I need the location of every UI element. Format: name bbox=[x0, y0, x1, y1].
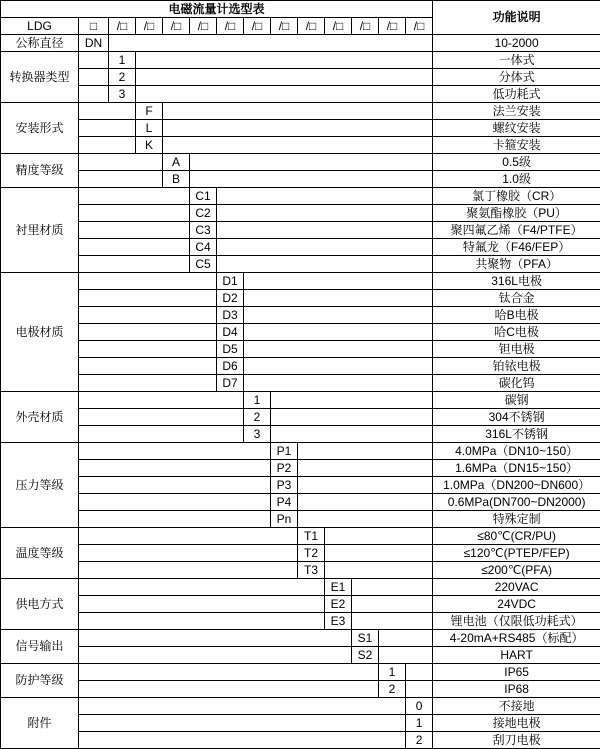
spacer-cell bbox=[217, 222, 433, 239]
option-desc: 特氟龙（F46/FEP） bbox=[433, 239, 600, 256]
option-code: C2 bbox=[190, 205, 217, 222]
spacer-cell bbox=[79, 52, 109, 69]
model-code-box: □ bbox=[79, 18, 109, 35]
spacer-cell bbox=[79, 307, 217, 324]
spacer-cell bbox=[298, 477, 433, 494]
model-code-slot: /□ bbox=[352, 18, 379, 35]
spacer-cell bbox=[79, 86, 109, 103]
spacer-cell bbox=[79, 171, 163, 188]
spacer-cell bbox=[244, 273, 433, 290]
spacer-cell bbox=[271, 426, 433, 443]
spacer-cell bbox=[79, 239, 190, 256]
spacer-cell bbox=[79, 188, 190, 205]
spacer-cell bbox=[244, 324, 433, 341]
option-code: D3 bbox=[217, 307, 244, 324]
option-desc: 碳化钨 bbox=[433, 375, 600, 392]
option-code: 3 bbox=[109, 86, 136, 103]
spacer-cell bbox=[352, 579, 433, 596]
model-code-slot: /□ bbox=[271, 18, 298, 35]
option-code: K bbox=[136, 137, 163, 154]
option-desc: IP65 bbox=[433, 664, 600, 681]
option-desc: 4-20mA+RS485（标配） bbox=[433, 630, 600, 647]
option-desc: HART bbox=[433, 647, 600, 664]
option-desc: 低功耗式 bbox=[433, 86, 600, 103]
spacer-cell bbox=[352, 596, 433, 613]
option-code: 0 bbox=[406, 698, 433, 715]
option-desc: 10-2000 bbox=[433, 35, 600, 52]
option-desc: 4.0MPa（DN10~150） bbox=[433, 443, 600, 460]
model-code-slot: /□ bbox=[190, 18, 217, 35]
spacer-cell bbox=[136, 52, 433, 69]
option-code: 2 bbox=[406, 732, 433, 749]
option-code: T1 bbox=[298, 528, 325, 545]
option-desc: 钽电极 bbox=[433, 341, 600, 358]
option-desc: 哈C电极 bbox=[433, 324, 600, 341]
option-desc: 聚氨酯橡胶（PU） bbox=[433, 205, 600, 222]
option-code: DN bbox=[79, 35, 109, 52]
option-code: 2 bbox=[109, 69, 136, 86]
option-code: E2 bbox=[325, 596, 352, 613]
spacer-cell bbox=[79, 409, 244, 426]
option-code: 2 bbox=[379, 681, 406, 698]
spacer-cell bbox=[79, 528, 298, 545]
spacer-cell bbox=[79, 732, 406, 749]
spacer-cell bbox=[79, 511, 271, 528]
spacer-cell bbox=[298, 460, 433, 477]
option-code: L bbox=[136, 120, 163, 137]
option-desc: ≤200℃(PFA) bbox=[433, 562, 600, 579]
spacer-cell bbox=[79, 273, 217, 290]
option-code: D5 bbox=[217, 341, 244, 358]
option-code: 1 bbox=[109, 52, 136, 69]
option-desc: 锂电池（仅限低功耗式） bbox=[433, 613, 600, 630]
option-code: B bbox=[163, 171, 190, 188]
option-code: D2 bbox=[217, 290, 244, 307]
option-desc: 特殊定制 bbox=[433, 511, 600, 528]
spacer-cell bbox=[79, 443, 271, 460]
group-label-nominal-diameter: 公称直径 bbox=[1, 35, 79, 52]
model-code-slot: /□ bbox=[163, 18, 190, 35]
spacer-cell bbox=[244, 358, 433, 375]
option-desc: 氯丁橡胶（CR） bbox=[433, 188, 600, 205]
option-desc: 刮刀电极 bbox=[433, 732, 600, 749]
spacer-cell bbox=[379, 630, 433, 647]
spacer-cell bbox=[379, 647, 433, 664]
option-code: C5 bbox=[190, 256, 217, 273]
spacer-cell bbox=[79, 664, 379, 681]
spacer-cell bbox=[244, 375, 433, 392]
model-code-slot: /□ bbox=[379, 18, 406, 35]
spacer-cell bbox=[79, 681, 379, 698]
group-label-liner-material: 衬里材质 bbox=[1, 188, 79, 273]
spacer-cell bbox=[325, 528, 433, 545]
model-code-slot: /□ bbox=[406, 18, 433, 35]
spacer-cell bbox=[109, 35, 433, 52]
option-desc: 24VDC bbox=[433, 596, 600, 613]
option-desc: 碳钢 bbox=[433, 392, 600, 409]
option-desc: 共聚物（PFA） bbox=[433, 256, 600, 273]
spacer-cell bbox=[79, 579, 325, 596]
table-title: 电磁流量计选型表 bbox=[1, 1, 433, 18]
option-code: D1 bbox=[217, 273, 244, 290]
group-label-power-supply: 供电方式 bbox=[1, 579, 79, 630]
group-label-accessories: 附件 bbox=[1, 698, 79, 749]
spacer-cell bbox=[190, 154, 433, 171]
spacer-cell bbox=[79, 358, 217, 375]
group-label-pressure-rating: 压力等级 bbox=[1, 443, 79, 528]
option-code: E3 bbox=[325, 613, 352, 630]
option-desc: 分体式 bbox=[433, 69, 600, 86]
option-code: 3 bbox=[244, 426, 271, 443]
model-code-slot: /□ bbox=[298, 18, 325, 35]
option-desc: 接地电极 bbox=[433, 715, 600, 732]
spacer-cell bbox=[217, 188, 433, 205]
spacer-cell bbox=[136, 86, 433, 103]
spacer-cell bbox=[217, 256, 433, 273]
option-desc: 220VAC bbox=[433, 579, 600, 596]
spacer-cell bbox=[136, 69, 433, 86]
spacer-cell bbox=[79, 596, 325, 613]
option-desc: 0.6MPa(DN700~DN2000) bbox=[433, 494, 600, 511]
spacer-cell bbox=[79, 290, 217, 307]
group-label-signal-output: 信号输出 bbox=[1, 630, 79, 664]
spacer-cell bbox=[217, 239, 433, 256]
spacer-cell bbox=[79, 120, 136, 137]
option-code: C1 bbox=[190, 188, 217, 205]
group-label-converter-type: 转换器类型 bbox=[1, 52, 79, 103]
option-desc: ≤120℃(PTEP/FEP) bbox=[433, 545, 600, 562]
spacer-cell bbox=[325, 562, 433, 579]
option-desc: 一体式 bbox=[433, 52, 600, 69]
option-desc: 1.6MPa（DN15~150） bbox=[433, 460, 600, 477]
spacer-cell bbox=[79, 562, 298, 579]
option-desc: 卡箍安装 bbox=[433, 137, 600, 154]
spacer-cell bbox=[298, 443, 433, 460]
option-code: C3 bbox=[190, 222, 217, 239]
spacer-cell bbox=[298, 511, 433, 528]
spacer-cell bbox=[244, 307, 433, 324]
option-code: P3 bbox=[271, 477, 298, 494]
option-code: T2 bbox=[298, 545, 325, 562]
spacer-cell bbox=[79, 324, 217, 341]
option-desc: 法兰安装 bbox=[433, 103, 600, 120]
option-desc: 1.0级 bbox=[433, 171, 600, 188]
model-code-slot: /□ bbox=[109, 18, 136, 35]
spacer-cell bbox=[79, 477, 271, 494]
option-desc: 铂铱电极 bbox=[433, 358, 600, 375]
spacer-cell bbox=[79, 205, 190, 222]
group-label-accuracy-class: 精度等级 bbox=[1, 154, 79, 188]
spacer-cell bbox=[79, 426, 244, 443]
option-code: P1 bbox=[271, 443, 298, 460]
group-label-protection-rating: 防护等级 bbox=[1, 664, 79, 698]
option-code: D7 bbox=[217, 375, 244, 392]
option-code: D4 bbox=[217, 324, 244, 341]
option-code: S2 bbox=[352, 647, 379, 664]
group-label-temperature-rating: 温度等级 bbox=[1, 528, 79, 579]
spacer-cell bbox=[79, 69, 109, 86]
option-code: 1 bbox=[406, 715, 433, 732]
spacer-cell bbox=[79, 698, 406, 715]
option-desc: 0.5级 bbox=[433, 154, 600, 171]
spacer-cell bbox=[244, 290, 433, 307]
spacer-cell bbox=[79, 103, 136, 120]
option-desc: IP68 bbox=[433, 681, 600, 698]
spacer-cell bbox=[352, 613, 433, 630]
option-code: 1 bbox=[244, 392, 271, 409]
spacer-cell bbox=[406, 664, 433, 681]
spacer-cell bbox=[217, 205, 433, 222]
spacer-cell bbox=[406, 681, 433, 698]
option-code: P4 bbox=[271, 494, 298, 511]
spacer-cell bbox=[79, 154, 163, 171]
spacer-cell bbox=[79, 613, 325, 630]
spacer-cell bbox=[79, 392, 244, 409]
option-code: F bbox=[136, 103, 163, 120]
model-code-slot: /□ bbox=[244, 18, 271, 35]
option-code: A bbox=[163, 154, 190, 171]
option-code: 2 bbox=[244, 409, 271, 426]
option-code: Pn bbox=[271, 511, 298, 528]
spacer-cell bbox=[325, 545, 433, 562]
option-desc: 钛合金 bbox=[433, 290, 600, 307]
spacer-cell bbox=[79, 545, 298, 562]
option-desc: 316L电极 bbox=[433, 273, 600, 290]
option-desc: 1.0MPa（DN200~DN600） bbox=[433, 477, 600, 494]
option-code: 1 bbox=[379, 664, 406, 681]
spacer-cell bbox=[79, 630, 352, 647]
spacer-cell bbox=[79, 137, 136, 154]
spacer-cell bbox=[79, 341, 217, 358]
spacer-cell bbox=[79, 494, 271, 511]
option-code: C4 bbox=[190, 239, 217, 256]
model-code-prefix: LDG bbox=[1, 18, 79, 35]
group-label-installation-type: 安装形式 bbox=[1, 103, 79, 154]
option-code: E1 bbox=[325, 579, 352, 596]
option-desc: 316L不锈钢 bbox=[433, 426, 600, 443]
spacer-cell bbox=[190, 171, 433, 188]
spacer-cell bbox=[79, 460, 271, 477]
group-label-housing-material: 外壳材质 bbox=[1, 392, 79, 443]
option-code: S1 bbox=[352, 630, 379, 647]
spacer-cell bbox=[163, 103, 433, 120]
spacer-cell bbox=[298, 494, 433, 511]
function-column-header: 功能说明 bbox=[433, 1, 600, 35]
option-code: D6 bbox=[217, 358, 244, 375]
spacer-cell bbox=[79, 256, 190, 273]
model-code-slot: /□ bbox=[136, 18, 163, 35]
option-desc: ≤80℃(CR/PU) bbox=[433, 528, 600, 545]
spacer-cell bbox=[79, 715, 406, 732]
model-code-slot: /□ bbox=[217, 18, 244, 35]
model-code-slot: /□ bbox=[325, 18, 352, 35]
spacer-cell bbox=[271, 409, 433, 426]
spacer-cell bbox=[79, 222, 190, 239]
option-desc: 304不锈钢 bbox=[433, 409, 600, 426]
option-code: T3 bbox=[298, 562, 325, 579]
spacer-cell bbox=[163, 137, 433, 154]
spacer-cell bbox=[79, 647, 352, 664]
group-label-electrode-material: 电极材质 bbox=[1, 273, 79, 392]
option-desc: 不接地 bbox=[433, 698, 600, 715]
option-code: P2 bbox=[271, 460, 298, 477]
option-desc: 哈B电极 bbox=[433, 307, 600, 324]
option-desc: 聚四氟乙烯（F4/PTFE） bbox=[433, 222, 600, 239]
spacer-cell bbox=[163, 120, 433, 137]
spacer-cell bbox=[244, 341, 433, 358]
spacer-cell bbox=[79, 375, 217, 392]
option-desc: 螺纹安装 bbox=[433, 120, 600, 137]
spacer-cell bbox=[271, 392, 433, 409]
